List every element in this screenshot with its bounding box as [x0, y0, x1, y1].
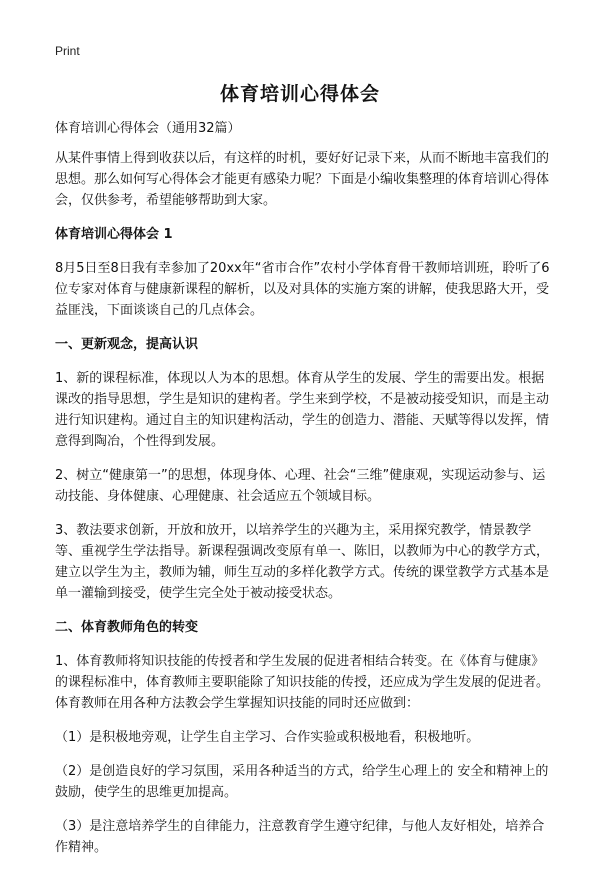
section-title: 体育培训心得体会 1	[55, 227, 173, 242]
paragraph-8: （3）是注意培养学生的自律能力，注意教育学生遵守纪律，与他人友好相处，培养合作精神。	[55, 819, 545, 855]
heading-update-concepts: 一、更新观念，提高认识	[55, 337, 199, 352]
paragraph-4: 3、教法要求创新，开放和放开，以培养学生的兴趣为主，采用探究教学，情景教学等、重视学生学法指导。新课程强调改变原有单一、陈旧，以教师为中心的教学方式，建立以学生为主，教师为辅，师生互动的多样化教学方式。传统的课堂教学方式基本是单一灌输到接受，使学生完全处于被动接受状态。	[55, 523, 550, 601]
print-link[interactable]: Print	[55, 44, 80, 58]
article-body	[55, 118, 555, 871]
paragraph-2: 1、新的课程标准，体现以人为本的思想。体育从学生的发展、学生的需要出发。根据课改的指导思想，学生是知识的建构者。学生来到学校，不是被动接受知识，而是主动进行知识建构。通过自主的知识建构活动，学生的创造力、潜能、天赋等得以发挥，情意得到陶冶，个性得到发展。	[55, 371, 550, 449]
paragraph-3: 2、树立“健康第一”的思想，体现身体、心理、社会“三维”健康观，实现运动参与、运动技能、身体健康、心理健康、社会适应五个领域目标。	[55, 468, 546, 504]
heading-teacher-role: 二、体育教师角色的转变	[55, 620, 199, 635]
paragraph-5: 1、体育教师将知识技能的传授者和学生发展的促进者相结合转变。在《体育与健康》的课程标准中，体育教师主要职能除了知识技能的传授，还应成为学生发展的促进者。体育教师在用各种方法教会学生掌握知识技能的同时还应做到：	[55, 654, 550, 711]
paragraph-7: （2）是创造良好的学习氛围，采用各种适当的方式，给学生心理上的 安全和精神上的鼓励，使学生的思维更加提高。	[55, 764, 549, 800]
page-title: 体育培训心得体会	[219, 83, 380, 105]
paragraph-6: （1）是积极地旁观，让学生自主学习、合作实验或积极地看，积极地听。	[55, 730, 480, 745]
paragraph-1: 8月5日至8日我有幸参加了20xx年“省市合作”农村小学体育骨干教师培训班，聆听了6位专家对体育与健康新课程的解析，以及对具体的实施方案的讲解，使我思路大开，受益匪浅，下面谈谈自己的几点体会。	[55, 261, 550, 318]
article-subtitle: 体育培训心得体会（通用32篇）	[55, 121, 241, 136]
intro-paragraph: 从某件事情上得到收获以后，有这样的时机，要好好记录下来，从而不断地丰富我们的思想。那么如何写心得体会才能更有感染力呢？下面是小编收集整理的体育培训心得体会，仅供参考，希望能够帮助到大家。	[55, 151, 550, 208]
